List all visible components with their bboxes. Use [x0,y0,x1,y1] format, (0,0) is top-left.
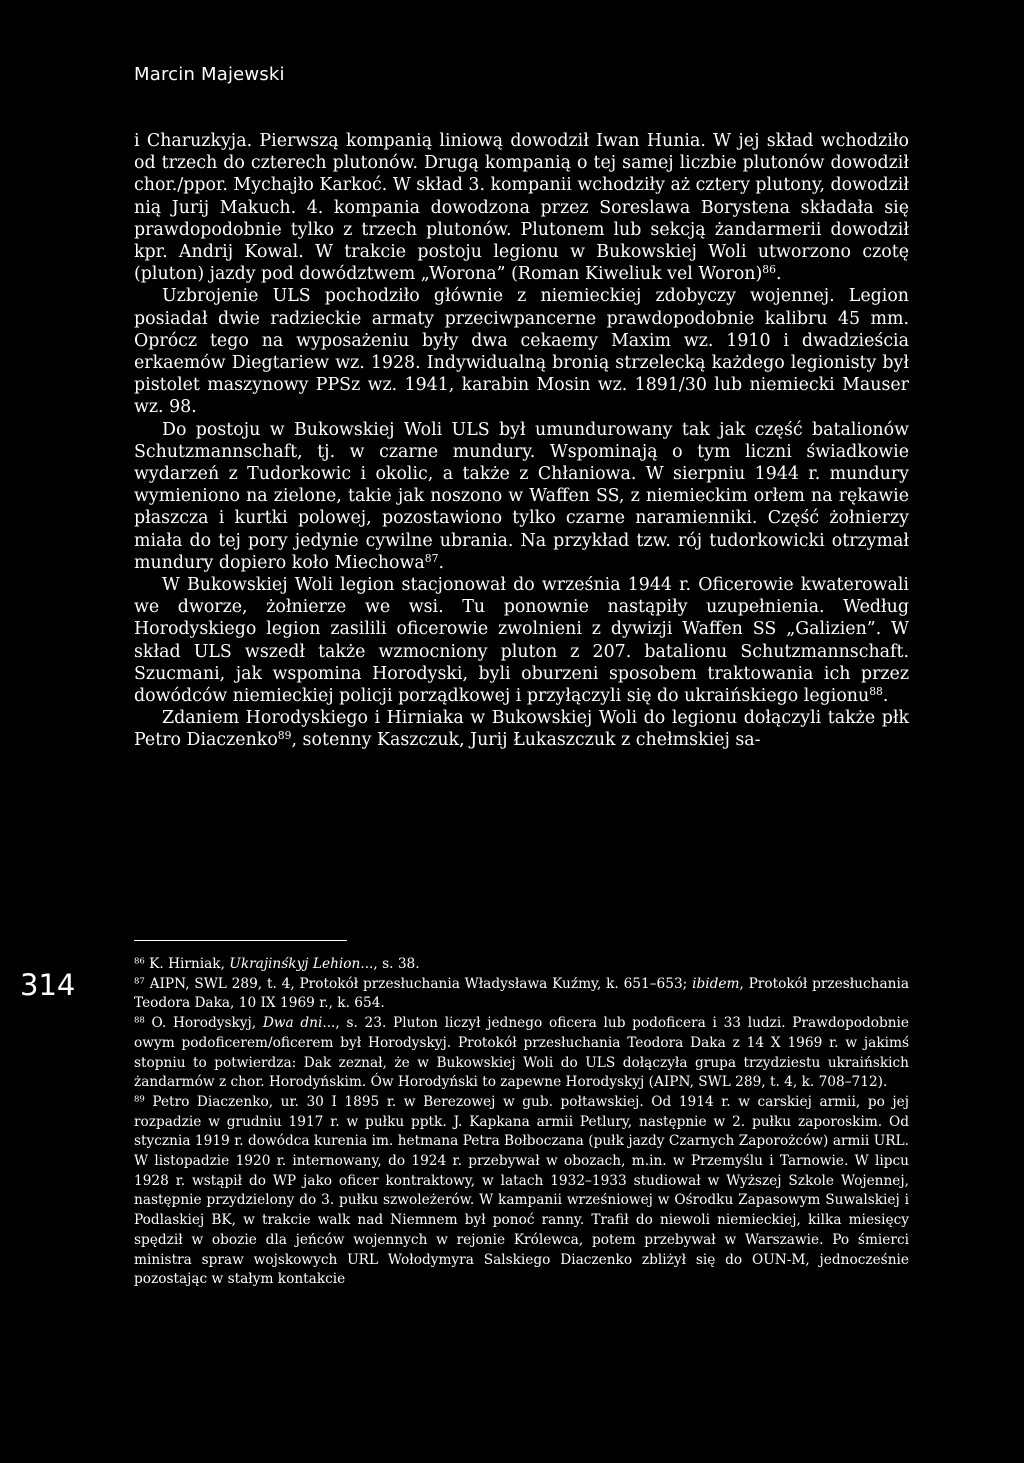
footnote [134,1093,909,1290]
footnotes [134,955,909,1290]
footnote-text: , Protokół przesłuchania Teodora Daka, 10 IX 1969 r., k. 654. [134,975,909,1012]
paragraph [134,419,909,574]
paragraph-text: Do postoju w Bukowskiej Woli ULS był umundurowany tak jak część batalionów Schutzmannschaft, tj. w czarne mundury. Wspominają o tym liczni świadkowie wydarzeń z Tudorkowic i okolic, a także z Chłaniowa. W sierpniu 1944 r. mundury wymieniono na zielone, takie jak noszono w Waffen SS, z niemieckim orłem na rękawie płaszcza i kurtki polowej, pozostawiono tylko czarne naramienniki. Część żołnierzy miała do tej pory jedynie cywilne ubrania. Na przykład tzw. rój tudorkowicki otrzymał mundury dopiero koło Miechowa [134,419,909,573]
paragraph-text: i Charuzkyja. Pierwszą kompanią liniową dowodził Iwan Hunia. W jej skład wchodziło od trzech do czterech plutonów. Drugą kompanią o tej samej liczbie plutonów dowodził chor./ppor. Mychajło Karkoć. W skład 3. kompanii wchodziły aż cztery plutony, dowodził nią Jurij Makuch. 4. kompania dowodzona przez Soreslawa Borystena składała się prawdopodobnie tylko z trzech plutonów. Plutonem lub sekcją żandarmerii dowodził kpr. Andrij Kowal. W trakcie postoju legionu w Bukowskiej Woli utworzono czotę (pluton) jazdy pod dowództwem „Worona” (Roman Kiweliuk vel Woron) [134,131,909,285]
footnote-text: ..., s. 23. Pluton liczył jednego oficera lub podoficera i 33 ludzi. Prawdopodobnie owym podoficerem/oficerem był Horodyskyj. Protokół przesłuchania Teodora Daka z 14 X 1969 r. w jakimś stopniu to potwierdza: Dak zeznał, że w Bukowskiej Woli do ULS dołączyła grupa trzydziestu ukraińskich żandarmów z chor. Horodyńskim. Ów Horodyński to zapewne Horodyskyj (AIPN, SWL 289, t. 4, k. 708–712). [134,1015,909,1091]
footnote-ref[interactable]: 89 [277,729,292,743]
paragraph-tail: . [882,686,889,707]
footnote-text: K. Hirniak, [144,956,230,972]
footnote-ref[interactable]: 86 [762,263,776,277]
paragraph [134,707,909,751]
footnote-ref[interactable]: 88 [869,685,883,699]
footnote-title: Dwa dni [262,1015,323,1032]
footnote [134,975,909,1014]
footnote-text: Petro Diaczenko, ur. 30 I 1895 r. w Berezowej w gub. połtawskiej. Od 1914 r. w carskiej armii, po jej rozpadzie w grudniu 1917 r. w pułku pptk. J. Kapkana armii Petlury, następnie w 2. pułku zaporoskim. Od stycznia 1919 r. dowódca kurenia im. hetmana Petra Bołboczana (pułk jazdy Czarnych Zaporożców) armii URL. W listopadzie 1920 r. internowany, do 1924 r. przebywał w obozach, m.in. w Przemyślu i Tarnowie. W lipcu 1928 r. wstąpił do WP jako oficer kontraktowy, w latach 1932–1933 studiował w Wyższej Szkole Wojennej, następnie przydzielony do 3. pułku szwoleżerów. W kampanii wrześniowej w Ośrodku Zapasowym Suwalskiej i Podlaskiej BK, w trakcie walk nad Niemnem był ponoć ranny. Trafił do niewoli niemieckiej, kilka miesięcy spędził w obozie dla jeńców wojennych w rejonie Królewca, potem przebywał w Warszawie. Po śmierci ministra spraw wojskowych URL Wołodymyra Salskiego Diaczenko zbliżył się do OUN-M, jednocześnie pozostając w stałym kontakcie [134,1093,909,1288]
footnote-number: 86 [134,956,145,967]
paragraph [134,285,909,418]
footnote-text: AIPN, SWL 289, t. 4, Protokół przesłuchania Władysława Kuźmy, k. 651–653; [144,975,693,992]
footnote-number: 88 [134,1015,145,1026]
page-number: 314 [20,968,76,1002]
running-head: Marcin Majewski [134,64,285,85]
footnote-text: O. Horodyskyj, [144,1015,263,1032]
footnote-number: 87 [134,976,145,987]
footnote-text: ..., s. 38. [360,956,420,972]
footnote-ref[interactable]: 87 [424,551,439,565]
paragraph [134,574,909,707]
paragraph-tail: . [775,264,782,285]
body-text [134,130,909,752]
paragraph-tail: , sotenny Kaszczuk, Jurij Łukaszczuk z chełmskiej sa- [291,730,761,751]
paragraph-text: W Bukowskiej Woli legion stacjonował do września 1944 r. Oficerowie kwaterowali we dworze, żołnierze we wsi. Tu ponownie nastąpiły uzupełnienia. Według Horodyskiego legion zasilili oficerowie zwolnieni z dywizji Waffen SS „Galizien”. W skład ULS wszedł także wzmocniony pluton z 207. batalionu Schutzmannschaft. Szucmani, jak wspomina Horodyski, byli oburzeni sposobem traktowania ich przez dowódców niemieckiej policji porządkowej i przyłączyli się do ukraińskiego legionu [134,575,909,707]
footnote [134,955,909,975]
footnote-title: ibidem [692,975,740,992]
footnote [134,1014,909,1093]
paragraph-text: Uzbrojenie ULS pochodziło głównie z niemieckiej zdobyczy wojennej. Legion posiadał dwie radzieckie armaty przeciwpancerne prawdopodobnie kalibru 45 mm. Oprócz tego na wyposażeniu były dwa cekaemy Maxim wz. 1910 i dwadzieścia erkaemów Diegtariew wz. 1928. Indywidualną bronią strzelecką każdego legionisty był pistolet maszynowy PPSz wz. 1941, karabin Mosin wz. 1891/30 lub niemiecki Mauser wz. 98. [134,286,909,418]
paragraph [134,130,909,285]
paragraph-text: Zdaniem Horodyskiego i Hirniaka w Bukowskiej Woli do legionu dołączyli także płk Petro Diaczenko [134,708,909,751]
footnote-divider [134,940,347,941]
paragraph-tail: . [438,552,444,573]
footnote-number: 89 [134,1094,145,1105]
footnote-title: Ukrajinśkyj Lehion [229,956,361,972]
